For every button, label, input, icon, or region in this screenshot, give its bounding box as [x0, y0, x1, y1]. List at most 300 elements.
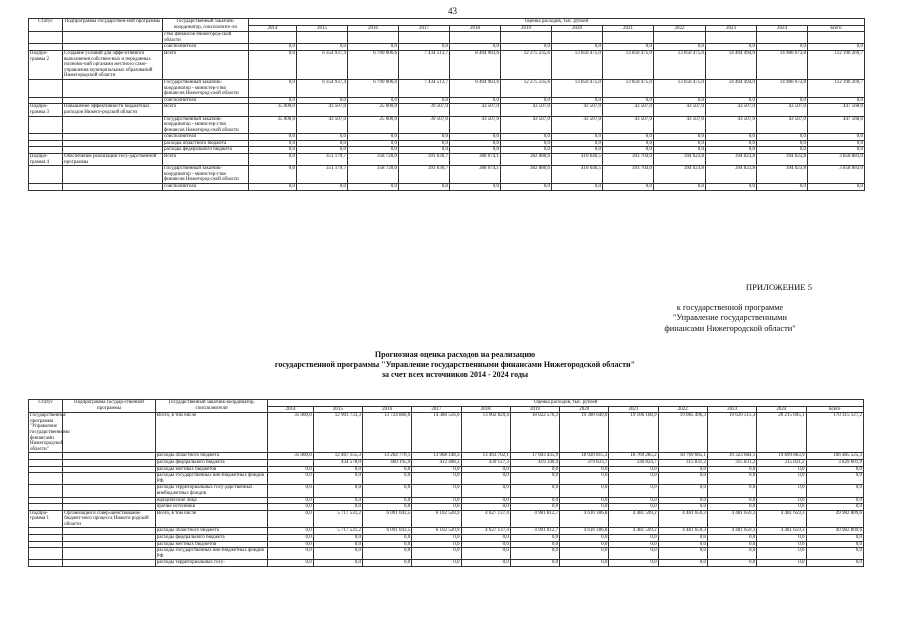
- year-header: всего: [808, 25, 865, 32]
- table-row: [29, 147, 865, 154]
- table-row: [29, 50, 865, 79]
- value-cell: 0,0: [510, 473, 559, 485]
- value-cell: 0,0: [609, 473, 658, 485]
- value-cell: 0,0: [399, 44, 450, 51]
- value-cell: 0,0: [510, 560, 559, 567]
- value-cell: 0,0: [501, 184, 552, 191]
- col-status-header: Статус: [29, 19, 63, 32]
- value-cell: 0,0: [658, 504, 707, 511]
- customer-cell: расходы областного бюджета: [155, 528, 268, 535]
- subprogram-cell: [63, 497, 156, 504]
- customer-cell: Всего, в том числе: [155, 510, 268, 528]
- value-cell: 0,0: [609, 485, 658, 497]
- year-header: 2024: [757, 25, 808, 32]
- value-cell: 0,0: [501, 134, 552, 141]
- year-header: 2015: [297, 25, 348, 32]
- subprogram-cell: [63, 166, 163, 184]
- value-cell: 170 315 127,2: [806, 413, 864, 453]
- value-cell: 0,0: [412, 485, 461, 497]
- expenses-table-top: [28, 18, 865, 191]
- expenses-table-bottom: [28, 399, 864, 567]
- value-cell: 0,0: [560, 560, 609, 567]
- subprogram-cell: Обеспечение реализации госу-дарственной программы: [63, 154, 163, 166]
- customer-cell: юридические лица: [155, 497, 268, 504]
- value-cell: 0,0: [552, 184, 603, 191]
- value-cell: 0,0: [249, 50, 297, 79]
- value-cell: 0,0: [603, 97, 654, 104]
- value-cell: 460 195,9: [362, 459, 411, 466]
- status-cell: [29, 485, 63, 497]
- value-cell: 0,0: [268, 510, 313, 528]
- value-cell: 0,0: [510, 466, 559, 473]
- value-cell: 0,0: [707, 485, 756, 497]
- value-cell: 0,0: [707, 548, 756, 560]
- value-cell: 0,0: [706, 140, 757, 147]
- value-cell: 0,0: [609, 466, 658, 473]
- value-cell: 12 901 733,3: [313, 413, 362, 453]
- col-estimate-header: Оценка расходов, тыс. рублей: [268, 400, 864, 407]
- year-header: всего: [806, 406, 864, 413]
- value-cell: 0,0: [603, 147, 654, 154]
- value-cell: 43 507,0: [450, 104, 501, 116]
- value-cell: 394 023,8: [706, 166, 757, 184]
- year-header: 2014: [268, 406, 313, 413]
- value-cell: 12 275 235,6: [501, 79, 552, 97]
- value-cell: 0,0: [757, 140, 808, 147]
- status-cell: [29, 166, 63, 184]
- value-cell: 43 507,0: [654, 116, 706, 134]
- value-cell: [399, 32, 450, 44]
- value-cell: 394 023,8: [654, 154, 706, 166]
- value-cell: 0,0: [757, 504, 806, 511]
- value-cell: 0,0: [806, 535, 864, 542]
- value-cell: 12 467 155,3: [313, 453, 362, 460]
- value-cell: 0,0: [808, 184, 865, 191]
- value-cell: 6 102 520,9: [412, 510, 461, 528]
- value-cell: 112 196 269,7: [808, 79, 865, 97]
- value-cell: 19 106 108,9: [609, 413, 658, 453]
- value-cell: 0,0: [268, 497, 313, 504]
- value-cell: 0,0: [654, 44, 706, 51]
- value-cell: 0,0: [654, 134, 706, 141]
- value-cell: 0,0: [757, 535, 806, 542]
- value-cell: 315 831,2: [757, 459, 806, 466]
- value-cell: 0,0: [757, 497, 806, 504]
- value-cell: 4 481 599,2: [609, 510, 658, 528]
- value-cell: 0,0: [297, 184, 348, 191]
- value-cell: 0,0: [560, 497, 609, 504]
- value-cell: 25 000,0: [348, 116, 399, 134]
- value-cell: 0,0: [348, 134, 399, 141]
- value-cell: 8 404 983,6: [450, 50, 501, 79]
- value-cell: 0,0: [609, 560, 658, 567]
- value-cell: 13 724 866,0: [362, 413, 411, 453]
- value-cell: 0,0: [757, 466, 806, 473]
- value-cell: 0,0: [249, 140, 297, 147]
- value-cell: 0,0: [560, 535, 609, 542]
- value-cell: 393 704,0: [603, 166, 654, 184]
- status-cell: [29, 497, 63, 504]
- value-cell: 0,0: [707, 541, 756, 548]
- status-cell: [29, 134, 63, 141]
- value-cell: 0,0: [268, 466, 313, 473]
- value-cell: 0,0: [510, 548, 559, 560]
- year-header: 2018: [450, 25, 501, 32]
- value-cell: 0,0: [609, 504, 658, 511]
- value-cell: 0,0: [249, 184, 297, 191]
- value-cell: 0,0: [808, 140, 865, 147]
- appendix-heading: ПРИЛОЖЕНИЕ 5: [745, 282, 812, 292]
- table-row: [29, 485, 864, 497]
- status-cell: Подпро-грамма 2: [29, 50, 63, 79]
- value-cell: 0,0: [757, 134, 808, 141]
- value-cell: 43 507,0: [552, 116, 603, 134]
- customer-cell: Всего: [163, 154, 249, 166]
- value-cell: [450, 32, 501, 44]
- title-line-3: за счет всех источников 2014 - 2024 годы: [381, 370, 529, 379]
- subprogram-cell: Создание условий для эффе-ктивного выполнения собствен-ных и переданных полномо-чий органами местного само-управления муниципальных образований Нижегородской области: [63, 50, 163, 79]
- value-cell: 0,0: [268, 473, 313, 485]
- subprogram-cell: [63, 485, 156, 497]
- value-cell: 0,0: [362, 504, 411, 511]
- status-cell: [29, 459, 63, 466]
- value-cell: 19 085 496,3: [658, 413, 707, 453]
- value-cell: 3 829 601,9: [806, 459, 864, 466]
- value-cell: 0,0: [249, 44, 297, 51]
- value-cell: 0,0: [560, 548, 609, 560]
- value-cell: 0,0: [412, 466, 461, 473]
- value-cell: 0,0: [552, 140, 603, 147]
- value-cell: 0,0: [501, 44, 552, 51]
- value-cell: 0,0: [412, 504, 461, 511]
- subprogram-cell: [63, 548, 156, 560]
- year-header: 2017: [412, 406, 461, 413]
- table-row: [29, 535, 864, 542]
- value-cell: 0,0: [757, 560, 806, 567]
- value-cell: 0,0: [808, 44, 865, 51]
- value-cell: 13 463 702,1: [461, 453, 510, 460]
- value-cell: 14 380 556,6: [412, 413, 461, 453]
- value-cell: 0,0: [603, 184, 654, 191]
- table-row: [29, 541, 864, 548]
- value-cell: 4 481 659,3: [658, 510, 707, 528]
- appendix-line-1: к государственной программе: [676, 302, 784, 312]
- value-cell: 0,0: [560, 541, 609, 548]
- value-cell: 0,0: [501, 140, 552, 147]
- status-cell: [29, 79, 63, 97]
- year-header: 2019: [510, 406, 559, 413]
- subprogram-cell: [63, 140, 163, 147]
- value-cell: 419 140,4: [510, 459, 559, 466]
- customer-cell: соисполнители: [163, 44, 249, 51]
- value-cell: 0,0: [450, 147, 501, 154]
- value-cell: 0,0: [297, 97, 348, 104]
- subprogram-cell: [63, 560, 156, 567]
- value-cell: 4 481 659,3: [658, 528, 707, 535]
- value-cell: 43 507,0: [706, 116, 757, 134]
- year-header: 2016: [348, 25, 399, 32]
- value-cell: 35 000,0: [249, 116, 297, 134]
- value-cell: 0,0: [348, 140, 399, 147]
- year-header: 2021: [603, 25, 654, 32]
- value-cell: [706, 32, 757, 44]
- value-cell: 20 215 695,1: [757, 413, 806, 453]
- value-cell: 14 404 494,0: [706, 50, 757, 79]
- year-header: 2019: [501, 25, 552, 32]
- value-cell: 0,0: [757, 44, 808, 51]
- value-cell: 13 850 475,0: [552, 50, 603, 79]
- value-cell: 8 404 983,6: [450, 79, 501, 97]
- value-cell: 0,0: [707, 497, 756, 504]
- value-cell: 43 507,0: [450, 116, 501, 134]
- value-cell: 0,0: [268, 504, 313, 511]
- value-cell: 0,0: [706, 97, 757, 104]
- value-cell: 0,0: [806, 548, 864, 560]
- value-cell: 0,0: [297, 140, 348, 147]
- value-cell: 0,0: [808, 134, 865, 141]
- value-cell: 7 434 513,7: [399, 79, 450, 97]
- value-cell: 0,0: [297, 134, 348, 141]
- value-cell: 6 102 520,9: [412, 528, 461, 535]
- table-row: [29, 79, 865, 97]
- appendix-block: [600, 282, 860, 334]
- value-cell: 0,0: [461, 466, 510, 473]
- customer-cell: Государственный заказчик-координатор - министер-ство финансов Нижегород-ской области: [163, 166, 249, 184]
- value-cell: 0,0: [658, 466, 707, 473]
- year-header: 2015: [313, 406, 362, 413]
- title-line-2: государственной программы "Управление государственными финансами Нижегородской области": [274, 360, 636, 369]
- value-cell: 0,0: [706, 184, 757, 191]
- subprogram-cell: [63, 466, 156, 473]
- table-row: [29, 32, 865, 44]
- value-cell: 14 980 673,8: [757, 50, 808, 79]
- customer-cell: соисполнители: [163, 134, 249, 141]
- value-cell: 0,0: [461, 535, 510, 542]
- value-cell: 7 434 513,7: [399, 50, 450, 79]
- value-cell: 39 507,0: [399, 116, 450, 134]
- customer-cell: расходы местных бюджетов: [155, 541, 268, 548]
- value-cell: 0,0: [297, 44, 348, 51]
- value-cell: 447 568,0: [808, 104, 865, 116]
- value-cell: 0,0: [654, 140, 706, 147]
- value-cell: 0,0: [412, 473, 461, 485]
- value-cell: 0,0: [412, 548, 461, 560]
- status-cell: [29, 453, 63, 460]
- table-row: [29, 466, 864, 473]
- status-cell: [29, 184, 63, 191]
- year-header: 2023: [707, 406, 756, 413]
- value-cell: 0,0: [654, 97, 706, 104]
- value-cell: 0,0: [268, 541, 313, 548]
- value-cell: 0,0: [806, 560, 864, 567]
- value-cell: 0,0: [707, 504, 756, 511]
- value-cell: 0,0: [249, 166, 297, 184]
- value-cell: 18 920 815,3: [560, 453, 609, 460]
- status-cell: Подпро-грамма 4: [29, 154, 63, 166]
- year-header: 2020: [552, 25, 603, 32]
- table-row: [29, 548, 864, 560]
- value-cell: 19 639 515,3: [707, 413, 756, 453]
- value-cell: 0,0: [313, 473, 362, 485]
- subprogram-cell: [63, 79, 163, 97]
- col-customer-header: Государственный заказчик-координатор, соисполните-ли: [163, 19, 249, 32]
- col-status-header: Статус: [29, 400, 63, 413]
- value-cell: 0,0: [560, 504, 609, 511]
- value-cell: 0,0: [757, 541, 806, 548]
- table-row: [29, 154, 865, 166]
- value-cell: 0,0: [362, 560, 411, 567]
- value-cell: 315 831,2: [707, 459, 756, 466]
- value-cell: 0,0: [450, 140, 501, 147]
- year-header: 2022: [658, 406, 707, 413]
- table-row: [29, 497, 864, 504]
- value-cell: 0,0: [268, 560, 313, 567]
- value-cell: 0,0: [348, 97, 399, 104]
- value-cell: 391 636,7: [399, 166, 450, 184]
- customer-cell: расходы федерального бюджета: [163, 147, 249, 154]
- customer-cell: ство финансов Нижегород-ской области: [163, 32, 249, 44]
- value-cell: [552, 32, 603, 44]
- status-cell: [29, 44, 63, 51]
- value-cell: 43 507,0: [603, 104, 654, 116]
- value-cell: 0,0: [313, 485, 362, 497]
- value-cell: 6 354 937,4: [297, 50, 348, 79]
- value-cell: 0,0: [313, 497, 362, 504]
- value-cell: 4 627 137,4: [461, 528, 510, 535]
- value-cell: 0,0: [412, 560, 461, 567]
- value-cell: 0,0: [806, 485, 864, 497]
- value-cell: 4 901 812,7: [510, 510, 559, 528]
- value-cell: 43 507,0: [552, 104, 603, 116]
- value-cell: 13 850 475,0: [603, 79, 654, 97]
- col-subprogram-header: Подпрограмма государ-ственной программы: [63, 400, 156, 413]
- subprogram-cell: [63, 97, 163, 104]
- value-cell: 0,0: [808, 147, 865, 154]
- customer-cell: расходы областного бюджета: [155, 453, 268, 460]
- status-cell: Государственная программа "Управление государственными финансами Нижегородской области": [30, 413, 70, 452]
- status-cell: [29, 97, 63, 104]
- value-cell: 394 023,8: [654, 166, 706, 184]
- value-cell: 0,0: [609, 535, 658, 542]
- customer-cell: Всего, в том числе: [155, 413, 268, 453]
- subprogram-cell: [63, 528, 156, 535]
- value-cell: 17 603 435,9: [510, 453, 559, 460]
- value-cell: 6 354 937,4: [297, 79, 348, 97]
- year-header: 2020: [560, 406, 609, 413]
- subprogram-cell: [63, 184, 163, 191]
- value-cell: 3 858 883,0: [808, 166, 865, 184]
- value-cell: 0,0: [806, 497, 864, 504]
- subprogram-cell: [63, 459, 156, 466]
- customer-cell: Государственный заказчик-координатор - министер-ство финансов Нижегород-ской области: [163, 116, 249, 134]
- page-number: 43: [448, 6, 457, 16]
- value-cell: 0,0: [399, 147, 450, 154]
- value-cell: [501, 32, 552, 44]
- subprogram-cell: [63, 473, 156, 485]
- value-cell: 39 507,0: [399, 104, 450, 116]
- value-cell: 0,0: [552, 134, 603, 141]
- value-cell: 35 000,0: [268, 413, 313, 453]
- value-cell: 4 616 186,8: [560, 510, 609, 528]
- customer-cell: Государственный заказчик-координатор - министер-ство финансов Нижегород-ской области: [163, 79, 249, 97]
- subprogram-cell: Организация и совер-шенствование бюджет-ного процесса Нижего-родской области: [63, 510, 156, 528]
- subprogram-cell: [63, 44, 163, 51]
- status-cell: [29, 473, 63, 485]
- subprogram-cell: [63, 535, 156, 542]
- value-cell: 351 179,7: [297, 166, 348, 184]
- status-cell: [29, 116, 63, 134]
- value-cell: 0,0: [806, 473, 864, 485]
- value-cell: 0,0: [757, 548, 806, 560]
- table-row: [29, 134, 865, 141]
- value-cell: 0,0: [450, 44, 501, 51]
- value-cell: 12 275 235,6: [501, 50, 552, 79]
- value-cell: 0,0: [461, 548, 510, 560]
- value-cell: 0,0: [313, 541, 362, 548]
- value-cell: 0,0: [707, 466, 756, 473]
- value-cell: 0,0: [757, 473, 806, 485]
- value-cell: 43 507,0: [297, 116, 348, 134]
- status-cell: [29, 560, 63, 567]
- value-cell: 0,0: [461, 473, 510, 485]
- value-cell: 6 091 043,5: [362, 528, 411, 535]
- value-cell: 43 507,0: [757, 116, 808, 134]
- value-cell: 166 485 525,3: [806, 453, 864, 460]
- value-cell: 13 850 475,0: [654, 50, 706, 79]
- value-cell: [654, 32, 706, 44]
- table-row: [29, 184, 865, 191]
- value-cell: 4 481 659,3: [757, 510, 806, 528]
- value-cell: 0,0: [707, 535, 756, 542]
- value-cell: 336 824,7: [609, 459, 658, 466]
- value-cell: 5 717 531,2: [313, 510, 362, 528]
- table-row: [29, 510, 864, 528]
- value-cell: 0,0: [806, 504, 864, 511]
- table-row: [29, 560, 864, 567]
- value-cell: 0,0: [362, 497, 411, 504]
- value-cell: 0,0: [268, 535, 313, 542]
- value-cell: 0,0: [658, 535, 707, 542]
- customer-cell: расходы государственных вне-бюджетных фондов РФ: [155, 473, 268, 485]
- value-cell: 412 408,3: [412, 459, 461, 466]
- value-cell: 394 023,8: [757, 166, 808, 184]
- value-cell: 49 982 809,6: [806, 510, 864, 528]
- value-cell: [348, 32, 399, 44]
- value-cell: 43 507,0: [501, 116, 552, 134]
- value-cell: 0,0: [412, 535, 461, 542]
- value-cell: 0,0: [706, 147, 757, 154]
- value-cell: 0,0: [757, 184, 808, 191]
- value-cell: 0,0: [249, 147, 297, 154]
- value-cell: 112 196 269,7: [808, 50, 865, 79]
- subprogram-cell: Повышение эффективности бюджетных расходов Нижего-родской области: [63, 104, 163, 116]
- status-cell: [29, 466, 63, 473]
- appendix-line-3: финансами Нижегородской области": [664, 323, 796, 333]
- value-cell: 0,0: [399, 184, 450, 191]
- value-cell: 391 636,7: [399, 154, 450, 166]
- value-cell: 4 481 659,3: [757, 528, 806, 535]
- value-cell: 0,0: [461, 485, 510, 497]
- year-header: 2014: [249, 25, 297, 32]
- value-cell: 388 074,1: [450, 166, 501, 184]
- value-cell: 358 720,0: [348, 166, 399, 184]
- value-cell: 0,0: [552, 44, 603, 51]
- value-cell: 0,0: [654, 184, 706, 191]
- value-cell: [757, 32, 808, 44]
- value-cell: 0,0: [362, 535, 411, 542]
- value-cell: 43 507,0: [706, 104, 757, 116]
- value-cell: 0,0: [268, 485, 313, 497]
